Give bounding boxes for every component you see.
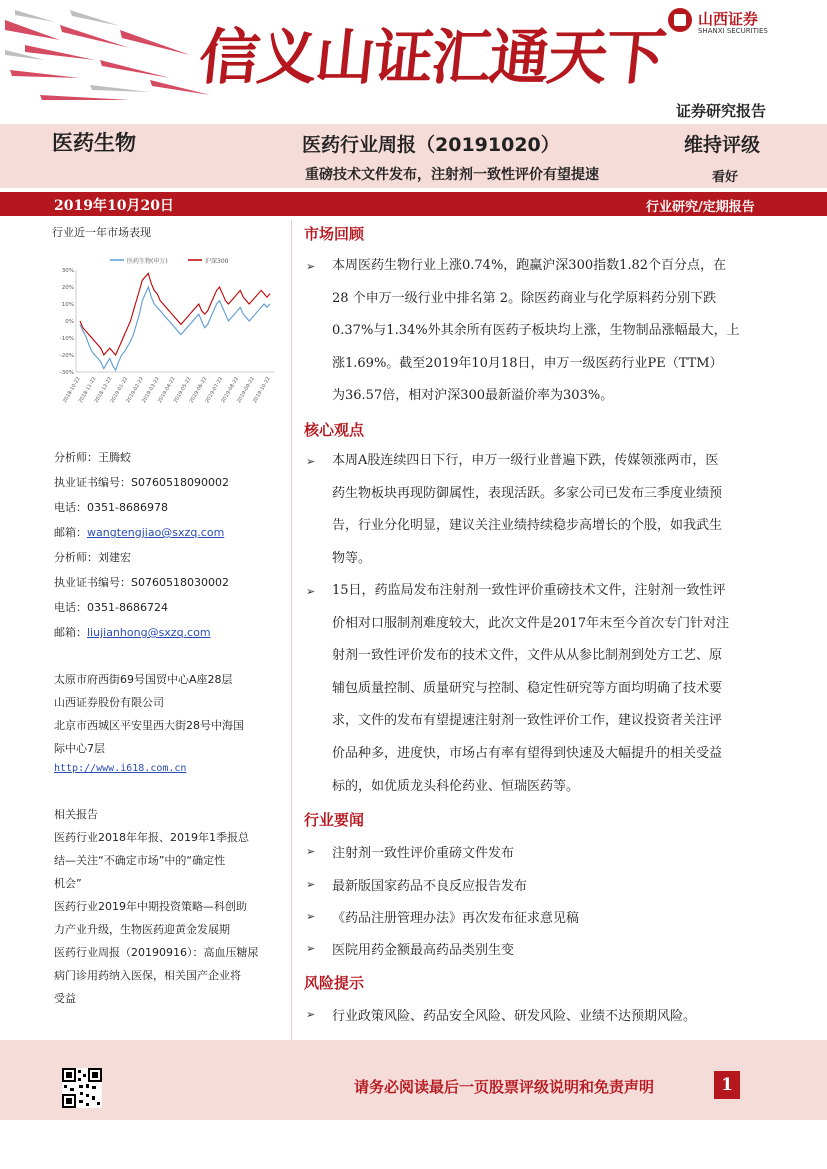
related-report-line: 力产业升级，生物医药迎黄金发展期 xyxy=(54,923,230,936)
x-tick-label: 2019-05-22 xyxy=(172,376,193,405)
text-line: 药生物板块再现防御属性，表现活跃。多家公司已发布三季度业绩预 xyxy=(332,485,723,501)
analyst-2-email-link[interactable]: liujianhong@sxzq.com xyxy=(87,626,211,639)
x-tick-label: 2019-09-22 xyxy=(236,376,256,405)
disclaimer: 请务必阅读最后一页股票评级说明和免责声明 xyxy=(354,1078,655,1096)
related-report-line: 受益 xyxy=(54,992,76,1005)
y-tick-label: -10% xyxy=(59,336,74,342)
rating-outlook: 看好 xyxy=(712,170,739,185)
analyst-1-email xyxy=(54,524,224,540)
logo-name-en: SHANXI SECURITIES xyxy=(698,27,768,35)
text-line: 15日，药监局发布注射剂一致性评价重磅技术文件，注射剂一致性评 xyxy=(332,583,726,598)
bullet-arrow-icon: ➢ xyxy=(306,845,316,858)
y-tick-label: -20% xyxy=(59,353,74,359)
news-item: 最新版国家药品不良反应报告发布 xyxy=(332,879,528,894)
news-item: 医院用药金额最高药品类别生变 xyxy=(332,943,515,958)
column-divider xyxy=(291,220,292,1040)
text-line: 射剂一致性评价发布的技术文件，文件从从参比制剂到处方工艺、原 xyxy=(332,648,723,664)
text-line: 标的，如优质龙头科伦药业、恒瑞医药等。 xyxy=(332,778,580,794)
news-item: 注射剂一致性评价重磅文件发布 xyxy=(332,846,515,861)
legend-label: 沪深300 xyxy=(205,258,229,265)
legend-label: 医药生物(申万) xyxy=(127,258,168,265)
slogan: 信义山证汇通天下 xyxy=(195,23,668,93)
y-tick-label: -30% xyxy=(59,370,74,376)
market-chart xyxy=(52,244,282,414)
y-tick-label: 0% xyxy=(65,319,74,325)
related-report-line: 医药行业2018年年报、2019年1季报总 xyxy=(54,831,249,844)
banner-decoration xyxy=(0,0,220,120)
logo-name-cn: 山西证券 xyxy=(698,10,759,28)
core-paragraph-1 xyxy=(332,445,772,575)
news-item: 《药品注册管理办法》再次发布征求意见稿 xyxy=(332,911,580,926)
chart-title: 行业近一年市场表现 xyxy=(52,226,151,239)
text-line: 为36.57倍，相对沪深300最新溢价率为303%。 xyxy=(332,388,614,404)
logo-icon xyxy=(668,8,692,32)
analyst-2-cert: 执业证书编号：S0760518030002 xyxy=(54,576,229,589)
x-tick-label: 2019-01-22 xyxy=(109,376,130,405)
analyst-1-phone: 电话：0351-8686978 xyxy=(54,501,168,514)
address-line: 北京市西城区平安里西大街28号中海国 xyxy=(54,719,244,732)
text-line: 涨1.69%。截至2019年10月18日，申万一级医药行业PE（TTM） xyxy=(332,355,723,371)
x-tick-label: 2018-10-22 xyxy=(62,376,82,405)
related-report-line: 医药行业周报（20190916）：高血压糖尿 xyxy=(54,946,259,959)
address-line: 际中心7层 xyxy=(54,742,105,755)
bullet-arrow-icon: ➢ xyxy=(306,910,316,923)
report-date: 2019年10月20日 xyxy=(54,198,174,214)
core-paragraph-2 xyxy=(332,575,772,803)
bullet-arrow-icon: ➢ xyxy=(306,878,316,891)
sector-name: 医药生物 xyxy=(52,131,136,155)
section-title-risk: 风险提示 xyxy=(304,974,365,992)
report-title: 医药行业周报（20191020） xyxy=(302,134,560,156)
report-category: 行业研究/定期报告 xyxy=(646,200,755,215)
related-report-line: 机会” xyxy=(54,877,82,890)
x-tick-label: 2019-07-22 xyxy=(204,376,225,405)
x-tick-label: 2019-08-22 xyxy=(220,376,241,405)
website-link[interactable]: http://www.i618.com.cn xyxy=(54,763,187,774)
section-title-market: 市场回顾 xyxy=(304,225,365,243)
section-title-core: 核心观点 xyxy=(304,421,365,439)
bullet-arrow-icon: ➢ xyxy=(306,942,316,955)
header-banner xyxy=(0,0,827,120)
y-tick-label: 10% xyxy=(61,302,74,308)
email-label: 邮箱： xyxy=(54,526,87,539)
series-line-index xyxy=(80,273,270,355)
x-tick-label: 2019-03-22 xyxy=(141,376,161,405)
qr-code-icon xyxy=(62,1068,102,1108)
related-report-line: 病门诊用药纳入医保，相关国产企业将 xyxy=(54,969,241,982)
text-line: 物等。 xyxy=(332,550,372,566)
x-tick-label: 2019-02-22 xyxy=(125,376,146,405)
risk-text: 行业政策风险、药品安全风险、研发风险、业绩不达预期风险。 xyxy=(332,1009,697,1024)
x-tick-label: 2019-04-22 xyxy=(157,376,177,405)
company-logo xyxy=(668,6,818,40)
report-type: 证券研究报告 xyxy=(676,102,767,120)
text-line: 0.37%与1.34%外其余所有医药子板块均上涨，生物制品涨幅最大，上 xyxy=(332,323,740,339)
analyst-2-email xyxy=(54,624,211,640)
text-line: 28 个申万一级行业中排名第 2。除医药商业与化学原料药分别下跌 xyxy=(332,290,717,306)
related-report-line: 结—关注“不确定市场”中的“确定性 xyxy=(54,854,226,867)
analyst-2-name: 分析师：刘建宏 xyxy=(54,551,131,564)
bullet-arrow-icon: ➢ xyxy=(306,1008,316,1021)
bullet-arrow-icon: ➢ xyxy=(306,260,316,273)
analyst-2-phone: 电话：0351-8686724 xyxy=(54,601,168,614)
text-line: 本周医药生物行业上涨0.74%，跑赢沪深300指数1.82个百分点，在 xyxy=(332,258,727,273)
report-subtitle: 重磅技术文件发布，注射剂一致性评价有望提速 xyxy=(305,167,599,183)
text-line: 价相对口服制剂难度较大，此次文件是2017年末至今首次专门针对注 xyxy=(332,615,730,631)
analyst-1-name: 分析师：王腾蛟 xyxy=(54,451,131,464)
text-line: 价品种多，进度快，市场占有率有望得到快速及大幅提升的相关受益 xyxy=(332,745,723,761)
text-line: 求，文件的发布有望提速注射剂一致性评价工作，建议投资者关注评 xyxy=(332,713,723,729)
section-title-news: 行业要闻 xyxy=(304,811,365,829)
text-line: 辅包质量控制、质量研究与控制、稳定性研究等方面均明确了技术要 xyxy=(332,680,723,696)
y-tick-label: 20% xyxy=(61,285,74,291)
address-line: 太原市府西街69号国贸中心A座28层 xyxy=(54,673,233,686)
analyst-1-email-link[interactable]: wangtengjiao@sxzq.com xyxy=(87,526,225,539)
email-label: 邮箱： xyxy=(54,626,87,639)
x-tick-label: 2018-12-22 xyxy=(93,376,114,405)
text-line: 本周A股连续四日下行，申万一级行业普遍下跌，传媒领涨两市，医 xyxy=(332,453,719,468)
chart-svg xyxy=(52,244,282,414)
series-line-industry xyxy=(80,287,270,370)
x-tick-label: 2019-06-22 xyxy=(188,376,209,405)
rating: 维持评级 xyxy=(684,134,761,156)
text-line: 告，行业分化明显，建议关注业绩持续稳步高增长的个股，如我武生 xyxy=(332,518,723,534)
market-paragraph xyxy=(332,250,772,413)
analyst-1-cert: 执业证书编号：S0760518090002 xyxy=(54,476,229,489)
related-reports-title: 相关报告 xyxy=(54,808,98,821)
x-tick-label: 2018-11-22 xyxy=(77,376,98,405)
y-tick-label: 30% xyxy=(61,268,74,274)
related-report-line: 医药行业2019年中期投资策略—科创助 xyxy=(54,900,247,913)
bullet-arrow-icon: ➢ xyxy=(306,455,316,468)
bullet-arrow-icon: ➢ xyxy=(306,585,316,598)
qr-code-graphic xyxy=(62,1068,102,1108)
page-number: 1 xyxy=(714,1071,740,1099)
address-line: 山西证券股份有限公司 xyxy=(54,696,164,709)
x-tick-label: 2019-10-22 xyxy=(252,376,272,405)
